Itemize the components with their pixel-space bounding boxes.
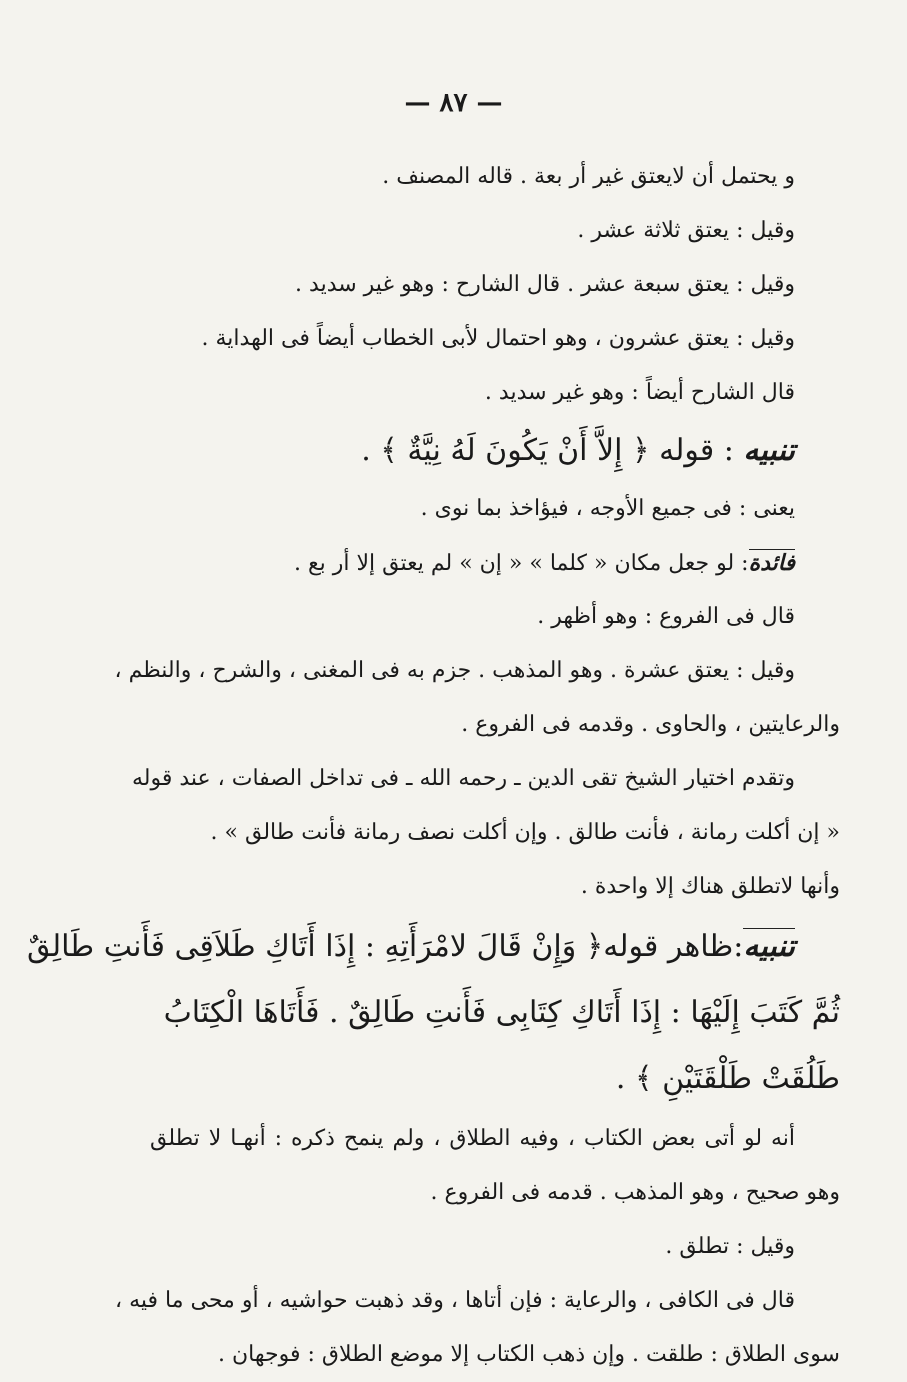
text-line: وقيل : يعتق ثلاثة عشر . <box>577 218 795 243</box>
tanbih-label: تنبيه <box>743 929 795 964</box>
page-number: — ٨٧ — <box>404 88 503 118</box>
text-line: قال فى الفروع : وهو أظهر . <box>537 604 795 629</box>
text-line: طَلُقَتْ طَلْقَتَيْنِ ﴾ . <box>615 1061 840 1096</box>
text-line: يعنى : فى جميع الأوجه ، فيؤاخذ بما نوى . <box>420 496 795 521</box>
text-line-tanbih: تنبيه : قوله ﴿ إِلاَّ أَنْ يَكُونَ لَهُ نِيَّةٌ ﴾ . <box>361 433 795 468</box>
faida-label: فائدة <box>748 550 795 576</box>
text-body <box>26 150 840 1382</box>
text-line: قال الشارح أيضاً : وهو غير سديد . <box>484 380 795 405</box>
tanbih-label: تنبيه <box>743 433 795 468</box>
text-line: وقيل : يعتق سبعة عشر . قال الشارح : وهو غير سديد . <box>295 272 795 297</box>
text-line-tanbih: تنبيه:ظاهر قوله﴿ وَإِنْ قَالَ لامْرَأَتِهِ : إِذَا أَتَاكِ طَلاَقِى فَأَنتِ طَالِقٌ <box>26 929 795 964</box>
text-line: أنه لو أتى بعض الكتاب ، وفيه الطلاق ، ولم ينمح ذكره : أنهـا لا تطلق <box>150 1126 795 1151</box>
text-line: ثُمَّ كَتَبَ إِلَيْهَا : إِذَا أَتَاكِ كِتَابِى فَأَنتِ طَالِقٌ . فَأَتَاهَا الْكِتَابُ <box>163 995 840 1030</box>
text-line: وتقدم اختيار الشيخ تقى الدين ـ رحمه الله ـ فى تداخل الصفات ، عند قوله <box>131 766 795 791</box>
text-line: وقيل : يعتق عشرون ، وهو احتمال لأبى الخطاب أيضاً فى الهداية . <box>201 326 795 351</box>
text-line: وقيل : تطلق . <box>665 1234 795 1259</box>
text-line: سوى الطلاق : طلقت . وإن ذهب الكتاب إلا موضع الطلاق : فوجهان . <box>218 1342 840 1367</box>
text-line: وقيل : يعتق عشرة . وهو المذهب . جزم به فى المغنى ، والشرح ، والنظم ، <box>114 658 795 683</box>
text-line-faida: فائدة: لو جعل مكان « كلما » « إن » لم يعتق إلا أر بع . <box>293 550 795 576</box>
text-line: « إن أكلت رمانة ، فأنت طالق . وإن أكلت نصف رمانة فأنت طالق » . <box>210 820 840 845</box>
text-line: وهو صحيح ، وهو المذهب . قدمه فى الفروع . <box>430 1180 840 1205</box>
text-line: والرعايتين ، والحاوى . وقدمه فى الفروع . <box>461 712 840 737</box>
text-line: و يحتمل أن لايعتق غير أر بعة . قاله المصنف . <box>382 164 795 189</box>
text-line: وأنها لاتطلق هناك إلا واحدة . <box>580 874 840 899</box>
text-line: قال فى الكافى ، والرعاية : فإن أتاها ، وقد ذهبت حواشيه ، أو محى ما فيه ، <box>115 1288 795 1313</box>
